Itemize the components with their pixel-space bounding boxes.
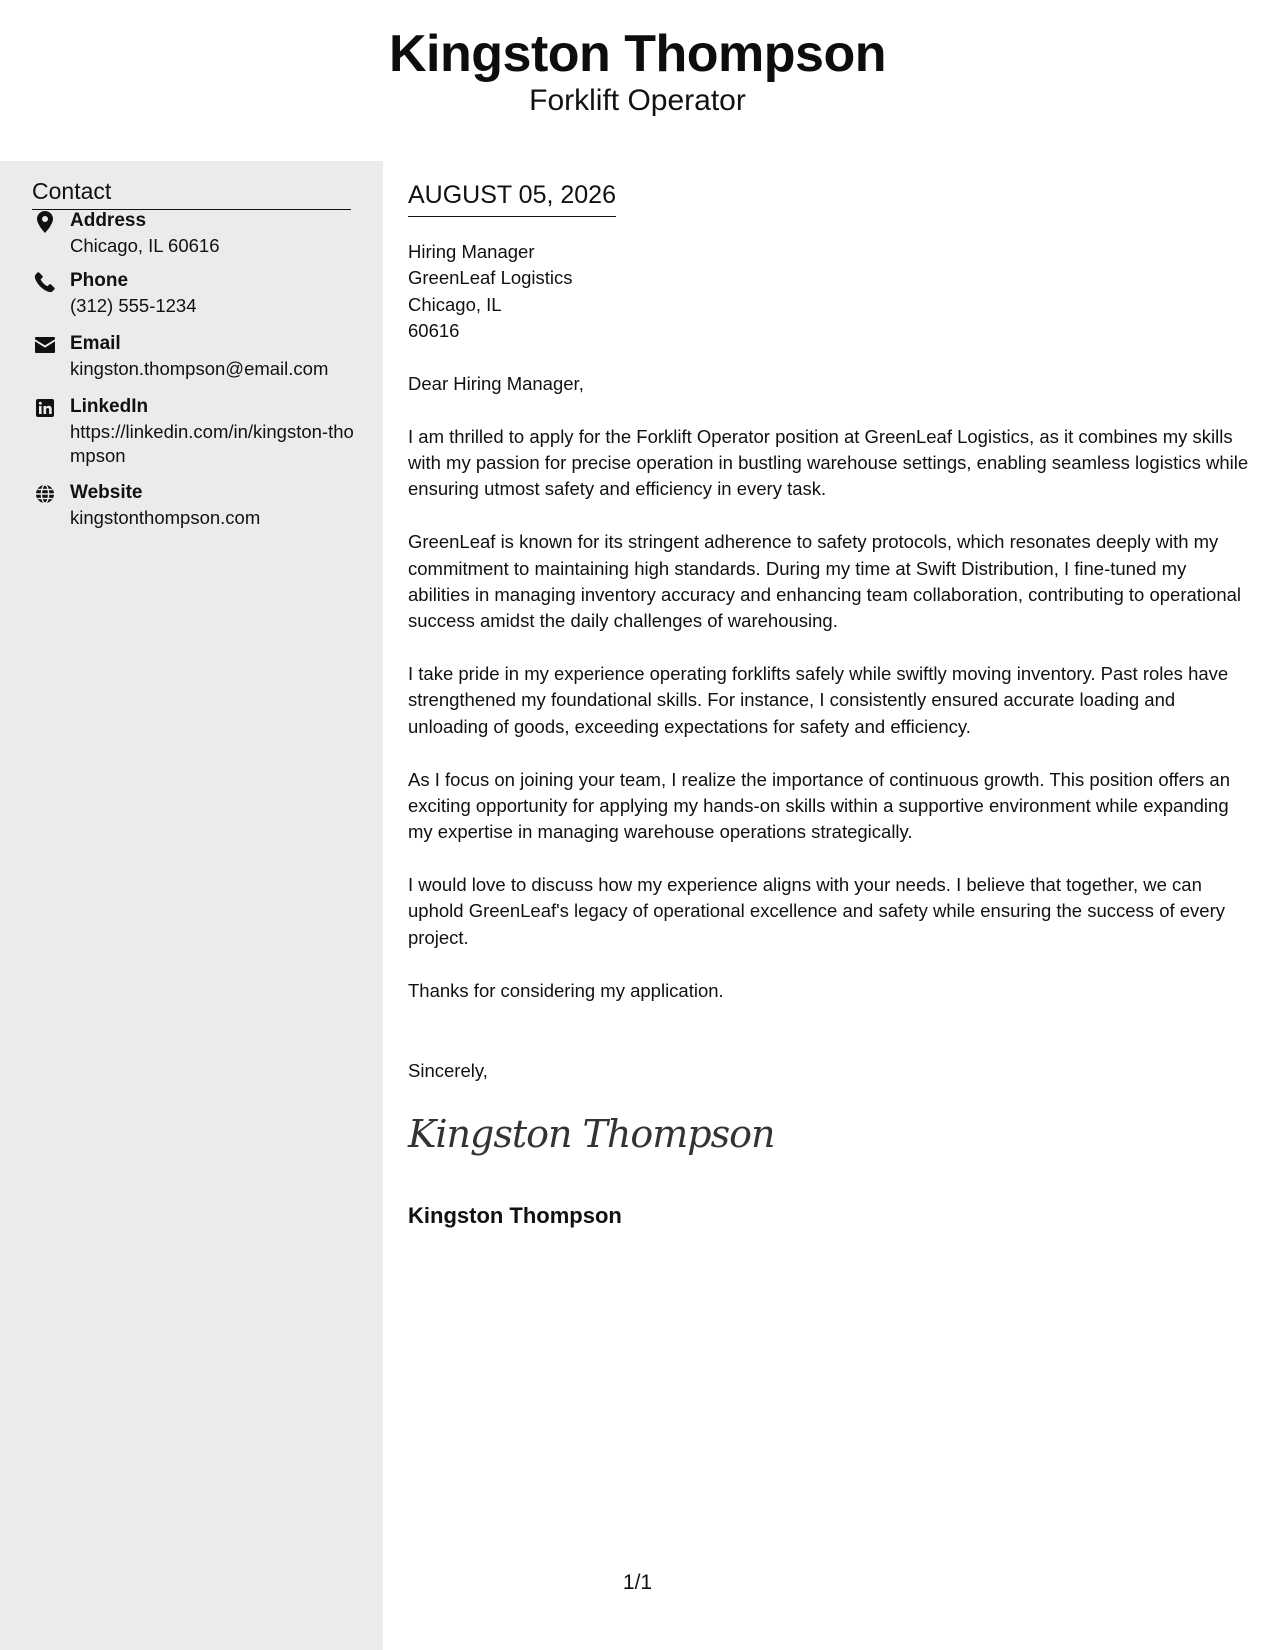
envelope-icon (34, 334, 56, 356)
contact-label: Phone (70, 270, 129, 291)
globe-icon (34, 483, 56, 505)
contact-label: Website (70, 482, 143, 503)
page-number: 1/1 (622, 1571, 653, 1594)
applicant-name: Kingston Thompson (389, 25, 886, 83)
letter-date: AUGUST 05, 2026 (408, 179, 616, 217)
recipient-line: Hiring Manager (408, 241, 535, 262)
letter-text (408, 371, 1250, 1031)
contact-heading: Contact (32, 175, 351, 210)
contact-sidebar (0, 161, 383, 1650)
resume-header (0, 0, 1275, 161)
contact-label: Email (70, 333, 121, 354)
letter-paragraph: As I focus on joining your team, I realize the importance of continuous growth. This position offers an exciting opportunity for applying my hands-on skills within a supportive environment while expanding my expertise in managing warehouse operations strategically. (408, 768, 1230, 843)
recipient-line: 60616 (408, 319, 460, 341)
linkedin-icon (34, 397, 56, 419)
phone-icon (34, 271, 56, 293)
recipient-block (408, 239, 573, 344)
letter-paragraph: GreenLeaf is known for its stringent adherence to safety protocols, which resonates deeply with my commitment to maintaining high standards. During my time at Swift Distribution, I fine-tuned my abilities in managing inventory accuracy and enhancing team collaboration, contributing to operational success amidst the daily challenges of warehousing. (408, 531, 1242, 632)
contact-value: Chicago, IL 60616 (70, 235, 220, 256)
letter-paragraph: I am thrilled to apply for the Forklift Operator position at GreenLeaf Logistics, as it combines my skills with my passion for precise operation in bustling warehouse settings, enabling seamless logistics while ensuring utmost safety and efficiency in every task. (408, 425, 1249, 500)
job-title: Forklift Operator (529, 84, 746, 117)
closing: Sincerely, (408, 1060, 488, 1081)
letter-paragraph: I would love to discuss how my experience aligns with your needs. I believe that together, we can uphold GreenLeaf's legacy of operational excellence and safety while ensuring the success of every project. (408, 874, 1225, 948)
signed-name: Kingston Thompson (408, 1203, 622, 1228)
contact-label: Address (70, 210, 147, 231)
letter-paragraph: Thanks for considering my application. (408, 979, 724, 1001)
recipient-line: Chicago, IL (408, 293, 502, 315)
salutation: Dear Hiring Manager, (408, 373, 584, 394)
contact-value[interactable]: https://linkedin.com/in/kingston-thompson (70, 421, 354, 466)
contact-value[interactable]: kingston.thompson@email.com (70, 358, 329, 379)
contact-value[interactable]: kingstonthompson.com (70, 507, 261, 528)
signature-image: Kingston Thompson (408, 1112, 775, 1156)
recipient-line: GreenLeaf Logistics (408, 267, 573, 289)
contact-value: (312) 555-1234 (70, 295, 197, 316)
letter-paragraph: I take pride in my experience operating forklifts safely while swiftly moving inventory. Past roles have strengthened my foundational skills. For instance, I consistently ensured accurate loading and unloading of goods, exceeding expectations for safety and efficiency. (408, 663, 1229, 737)
map-pin-icon (34, 211, 56, 233)
contact-label: LinkedIn (70, 396, 149, 417)
